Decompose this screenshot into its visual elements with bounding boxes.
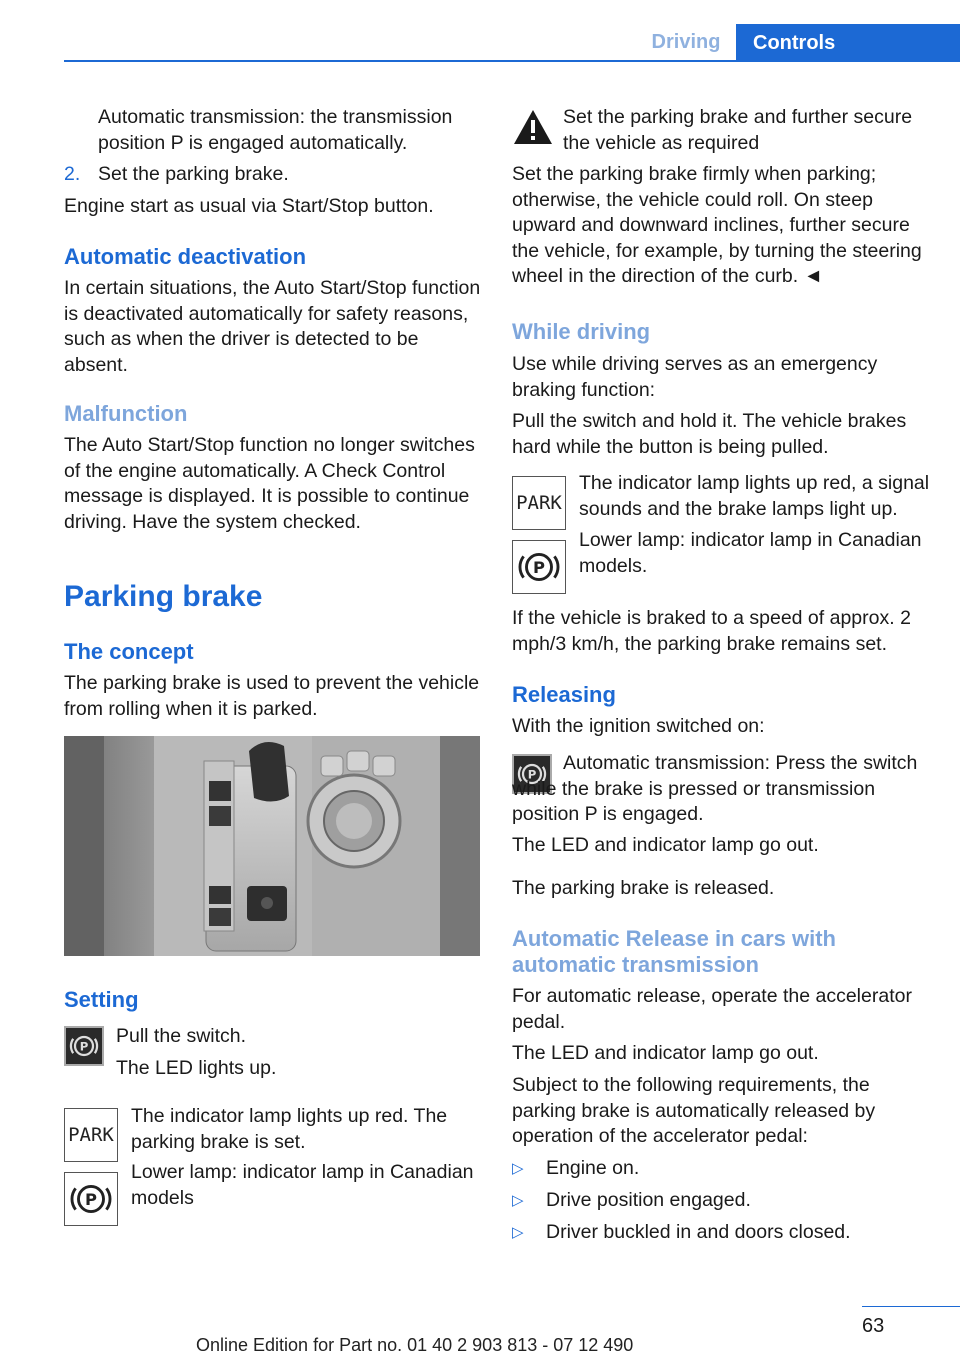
lower-lamp-text-2: Lower lamp: indicator lamp in Canadian models. xyxy=(579,529,922,577)
malfunction-text: The Auto Start/Stop function no longer switches of the engine automatically. A Check Control message is displayed. It is possible to continue driving. Have the system checked. xyxy=(64,434,475,533)
auto-deactivation-text: In certain situations, the Auto Start/Stop function is deactivated automatically for safety reasons, such as when the driver is detected to be absent. xyxy=(64,277,481,376)
footer-rule xyxy=(862,1306,960,1307)
releasing-heading: Releasing xyxy=(512,682,616,707)
setting-led-text: The LED lights up. xyxy=(116,1057,277,1079)
bullet-triangle-icon: ▷ xyxy=(512,1192,524,1209)
concept-text: The parking brake is used to prevent the vehicle from rolling when it is parked. xyxy=(64,672,480,720)
header-chapter: Controls xyxy=(736,24,960,62)
indicator-red-text: The indicator lamp lights up red. The parking brake is set. xyxy=(131,1105,448,1153)
page-number: 63 xyxy=(862,1315,885,1337)
edition-text: Online Edition for Part no. 01 40 2 903 813 - 07 12 490 xyxy=(196,1335,634,1355)
led-out-text: The LED and indicator lamp go out. xyxy=(512,834,819,856)
auto-deactivation-heading: Automatic deactivation xyxy=(64,244,307,269)
requirements-text: Subject to the following requirements, the parking brake is automatically released by operation of the accelerator pedal: xyxy=(512,1074,876,1147)
setting-pull-text: Pull the switch. xyxy=(116,1025,247,1047)
malfunction-heading: Malfunction xyxy=(64,401,188,426)
svg-text:P: P xyxy=(533,557,545,577)
led-out-text-2: The LED and indicator lamp go out. xyxy=(512,1042,819,1064)
bullet-triangle-icon: ▷ xyxy=(512,1224,524,1241)
bullet-triangle-icon: ▷ xyxy=(512,1160,524,1177)
indicator-signal-text: The indicator lamp lights up red, a signal sounds and the brake lamps light up. xyxy=(579,472,930,520)
auto-release-heading: Automatic Release in cars with automatic transmission xyxy=(512,926,836,977)
park-indicator-icon: PARK xyxy=(64,1108,118,1162)
auto-press-text: Automatic transmission: Press the switch while the brake is pressed or transmission position P is engaged. xyxy=(512,752,918,825)
parking-brake-canada-icon-2 xyxy=(512,540,566,594)
step-text: Set the parking brake. xyxy=(98,163,289,185)
parking-brake-heading: Parking brake xyxy=(64,580,263,613)
list-item: Drive position engaged. xyxy=(546,1189,751,1211)
parking-brake-switch-icon xyxy=(64,1026,104,1066)
lower-lamp-text: Lower lamp: indicator lamp in Canadian models xyxy=(131,1161,474,1209)
setting-heading: Setting xyxy=(64,987,139,1012)
center-console-illustration xyxy=(64,736,480,956)
warning-text: Set the parking brake firmly when parking; otherwise, the vehicle could roll. On steep upward and downward inclines, further secure the vehicle, for example, by turning the steering wheel in the direction of the curb. ◄ xyxy=(512,163,922,287)
intro-auto-text: Automatic transmission: the transmission position P is engaged automatically. xyxy=(98,106,453,154)
concept-heading: The concept xyxy=(64,639,194,664)
header-rule xyxy=(64,60,960,62)
warning-title: Set the parking brake and further secure the vehicle as required xyxy=(563,106,913,154)
step-number: 2. xyxy=(64,163,81,185)
engine-start-text: Engine start as usual via Start/Stop button. xyxy=(64,195,434,217)
park-indicator-icon-2: PARK xyxy=(512,476,566,530)
list-item: Driver buckled in and doors closed. xyxy=(546,1221,851,1243)
released-text: The parking brake is released. xyxy=(512,877,775,899)
braked-speed-text: If the vehicle is braked to a speed of approx. 2 mph/3 km/h, the parking brake remains set. xyxy=(512,607,911,655)
header-section: Driving xyxy=(651,31,721,53)
svg-text:P: P xyxy=(85,1189,97,1209)
ignition-on-text: With the ignition switched on: xyxy=(512,715,765,737)
center-console-photo xyxy=(64,736,480,956)
svg-text:P: P xyxy=(79,1039,89,1054)
pull-hold-text: Pull the switch and hold it. The vehicle brakes hard while the button is being pulled. xyxy=(512,410,907,458)
auto-release-text: For automatic release, operate the accelerator pedal. xyxy=(512,985,912,1033)
while-driving-text: Use while driving serves as an emergency braking function: xyxy=(512,353,878,401)
while-driving-heading: While driving xyxy=(512,319,651,344)
warning-icon xyxy=(512,108,554,146)
parking-brake-canada-icon xyxy=(64,1172,118,1226)
svg-text:P: P xyxy=(527,767,537,782)
list-item: Engine on. xyxy=(546,1157,640,1179)
